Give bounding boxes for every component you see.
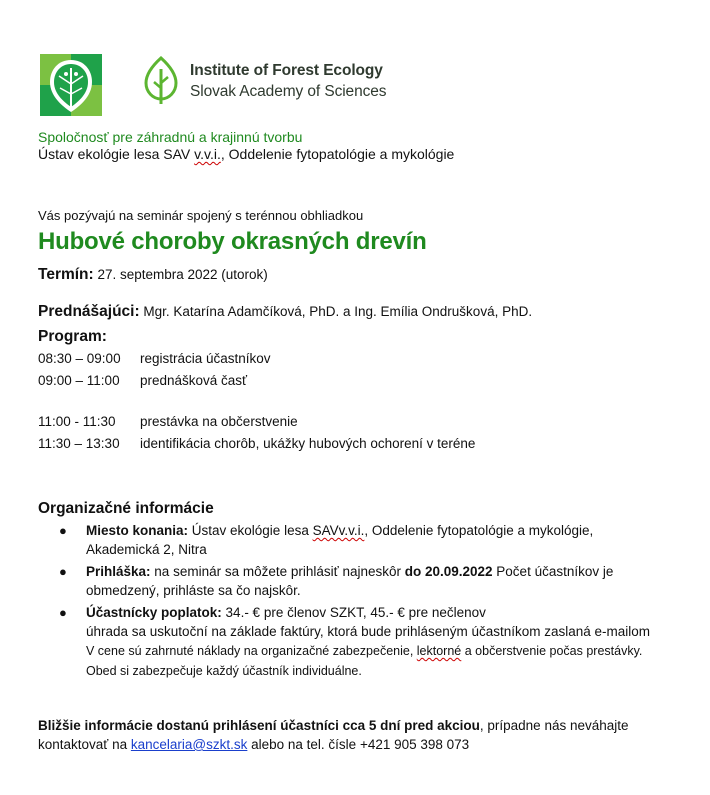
ife-leaf-logo <box>143 55 179 105</box>
schedule-item <box>38 414 298 429</box>
list-item <box>38 603 658 681</box>
schedule-desc: prestávka na občerstvenie <box>140 414 298 429</box>
email-link[interactable]: kancelaria@szkt.sk <box>130 737 248 752</box>
bullet-icon: ● <box>59 564 67 579</box>
ife-name: Institute of Forest Ecology <box>190 62 383 79</box>
organizer-ife-name: Ústav ekológie lesa SAV <box>38 146 195 162</box>
schedule-time: 09:00 – 11:00 <box>38 373 120 388</box>
fee-includes-lektorne: lektorné <box>416 644 462 658</box>
lecturers-row <box>38 303 532 321</box>
program-heading <box>38 328 107 346</box>
contact-text: , prípadne nás neváhajte kontaktovať na <box>38 718 629 752</box>
schedule-desc: registrácia účastníkov <box>140 351 271 366</box>
schedule-time: 11:00 - 11:30 <box>38 414 116 429</box>
bullet-icon: ● <box>59 605 67 620</box>
venue-text-rest: , Oddelenie fytopatológie a mykológie, Akademická 2, Nitra <box>86 523 594 557</box>
contact-bold: Bližšie informácie dostanú prihlásení účastníci cca 5 dní pred akciou <box>38 718 480 733</box>
fee-label: Účastnícky poplatok: <box>86 605 222 620</box>
program-label: Program: <box>38 328 107 345</box>
fee-includes <box>86 644 642 678</box>
venue-label: Miesto konania: <box>86 523 189 538</box>
org-info-heading: Organizačné informácie <box>38 500 214 517</box>
registration-deadline: do 20.09.2022 <box>404 564 493 579</box>
registration-note: Počet účastníkov je obmedzený, prihláste sa čo najskôr. <box>86 564 614 598</box>
schedule-time: 08:30 – 09:00 <box>38 351 121 366</box>
schedule-desc: prednášková časť <box>140 373 248 388</box>
fee-includes-b: a občerstvenie počas prestávky. Obed si zabezpečuje každý účastník individuálne. <box>86 644 643 678</box>
list-item <box>38 521 658 559</box>
organizer-ife-vvi: v.v.i. <box>194 146 221 162</box>
date-label: Termín: <box>38 266 94 283</box>
schedule-desc: identifikácia chorôb, ukážky hubových ochorení v teréne <box>140 436 476 451</box>
schedule-item <box>38 373 247 388</box>
organizer-ife <box>38 146 454 162</box>
registration-label: Prihláška: <box>86 564 151 579</box>
org-info-list <box>38 521 658 684</box>
event-title: Hubové choroby okrasných drevín <box>38 228 427 255</box>
bullet-icon: ● <box>59 523 67 538</box>
ife-subtitle: Slovak Academy of Sciences <box>190 83 387 100</box>
schedule-time: 11:30 – 13:30 <box>38 436 120 451</box>
schedule-item <box>38 436 475 451</box>
fee-includes-a: V cene sú zahrnuté náklady na organizačné zabezpečenie, <box>86 644 417 658</box>
lecturers-value: Mgr. Katarína Adamčíková, PhD. a Ing. Emília Ondrušková, PhD. <box>139 304 533 319</box>
fee-payment: úhrada sa uskutoční na základe faktúry, ktorá bude prihláseným účastníkom zaslaná e-mailom <box>86 624 651 639</box>
date-value: 27. septembra 2022 (utorok) <box>93 267 268 282</box>
schedule-item <box>38 351 271 366</box>
fee-amounts: 34.- € pre členov SZKT, 45.- € pre nečlenov <box>221 605 486 620</box>
venue-text: Ústav ekológie lesa <box>188 523 313 538</box>
contact-phone: alebo na tel. čísle +421 905 398 073 <box>247 737 470 752</box>
lecturers-label: Prednášajúci: <box>38 303 140 320</box>
organizer-szkt: Spoločnosť pre záhradnú a krajinnú tvorbu <box>38 129 303 145</box>
szkt-leaf-logo <box>40 54 102 116</box>
list-item <box>38 562 658 600</box>
venue-savvvi: SAVv.v.i. <box>312 523 365 538</box>
invite-line: Vás pozývajú na seminár spojený s terénnou obhliadkou <box>38 208 364 223</box>
organizer-ife-dept: , Oddelenie fytopatológie a mykológie <box>220 146 455 162</box>
registration-text: na seminár sa môžete prihlásiť najneskôr <box>150 564 405 579</box>
date-row <box>38 266 268 284</box>
contact-paragraph <box>38 716 658 754</box>
